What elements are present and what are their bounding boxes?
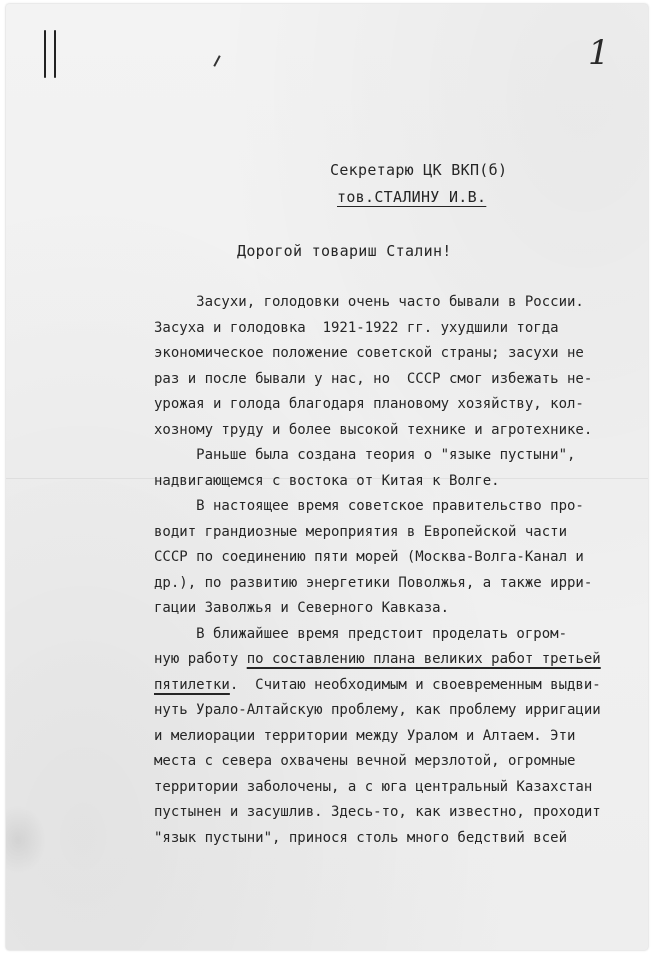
underlined-phrase-continued: пятилетки xyxy=(154,676,230,693)
body-line: экономическое положение советской страны; засухи не xyxy=(154,345,584,361)
letter-body xyxy=(154,290,644,851)
body-line: СССР по соединению пяти морей (Москва-Волга-Канал и xyxy=(154,549,584,565)
body-line: раз и после бывали у нас, но СССР смог избежать не- xyxy=(154,370,593,387)
body-line: Засуха и голодовка 1921-1922 гг. ухудшили тогда xyxy=(154,319,559,336)
body-line: хозному труду и более высокой технике и агротехнике. xyxy=(154,421,593,438)
body-line: гации Заволжья и Северного Кавказа. xyxy=(154,600,450,616)
margin-mark xyxy=(40,30,62,78)
body-line: пустынен и засушлив. Здесь-то, как известно, проходит xyxy=(154,804,601,820)
addressee-line-2: тов.СТАЛИНУ И.В. xyxy=(337,188,487,206)
body-line: урожая и голода благодаря плановому хозяйству, кол- xyxy=(154,396,584,412)
paper-stain xyxy=(6,805,46,875)
body-line-with-underline xyxy=(154,673,644,699)
body-line: Раньше была создана теория о "языке пустыни", xyxy=(154,447,576,463)
body-line-rest: . Считаю необходимым и своевременным выдви- xyxy=(229,676,601,693)
body-line-with-underline xyxy=(154,647,644,673)
body-line-start: ную работу xyxy=(154,651,247,667)
body-line: и мелиорации территории между Уралом и Алтаем. Эти xyxy=(154,727,576,744)
body-line: др.), по развитию энергетики Поволжья, а также ирри- xyxy=(154,574,593,591)
body-line: "язык пустыни", принося столь много бедствий всей xyxy=(154,829,568,846)
margin-stroke-left xyxy=(44,30,46,78)
salutation: Дорогой товариш Сталин! xyxy=(237,242,452,260)
body-line: Засухи, голодовки очень часто бывали в России. xyxy=(154,294,584,310)
addressee-line-1: Секретарю ЦК ВКП(б) xyxy=(330,161,508,179)
body-line: территории заболочены, а с юга центральный Казахстан xyxy=(154,778,593,795)
underlined-phrase: по составлению плана великих работ третьей xyxy=(246,651,601,667)
body-line: В настоящее время советское правительство про- xyxy=(154,498,584,514)
margin-stroke-right xyxy=(54,30,56,78)
body-line: места с севера охвачены вечной мерзлотой, огромные xyxy=(154,753,576,769)
page-number: 1 xyxy=(588,33,610,73)
body-line: надвигающемся с востока от Китая к Волге. xyxy=(154,472,500,489)
body-line: В ближайшее время предстоит проделать огром- xyxy=(154,625,568,642)
body-line: водит грандиозные мероприятия в Европейской части xyxy=(154,523,568,540)
body-line: нуть Урало-Алтайскую проблему, как проблему ирригации xyxy=(154,702,601,718)
